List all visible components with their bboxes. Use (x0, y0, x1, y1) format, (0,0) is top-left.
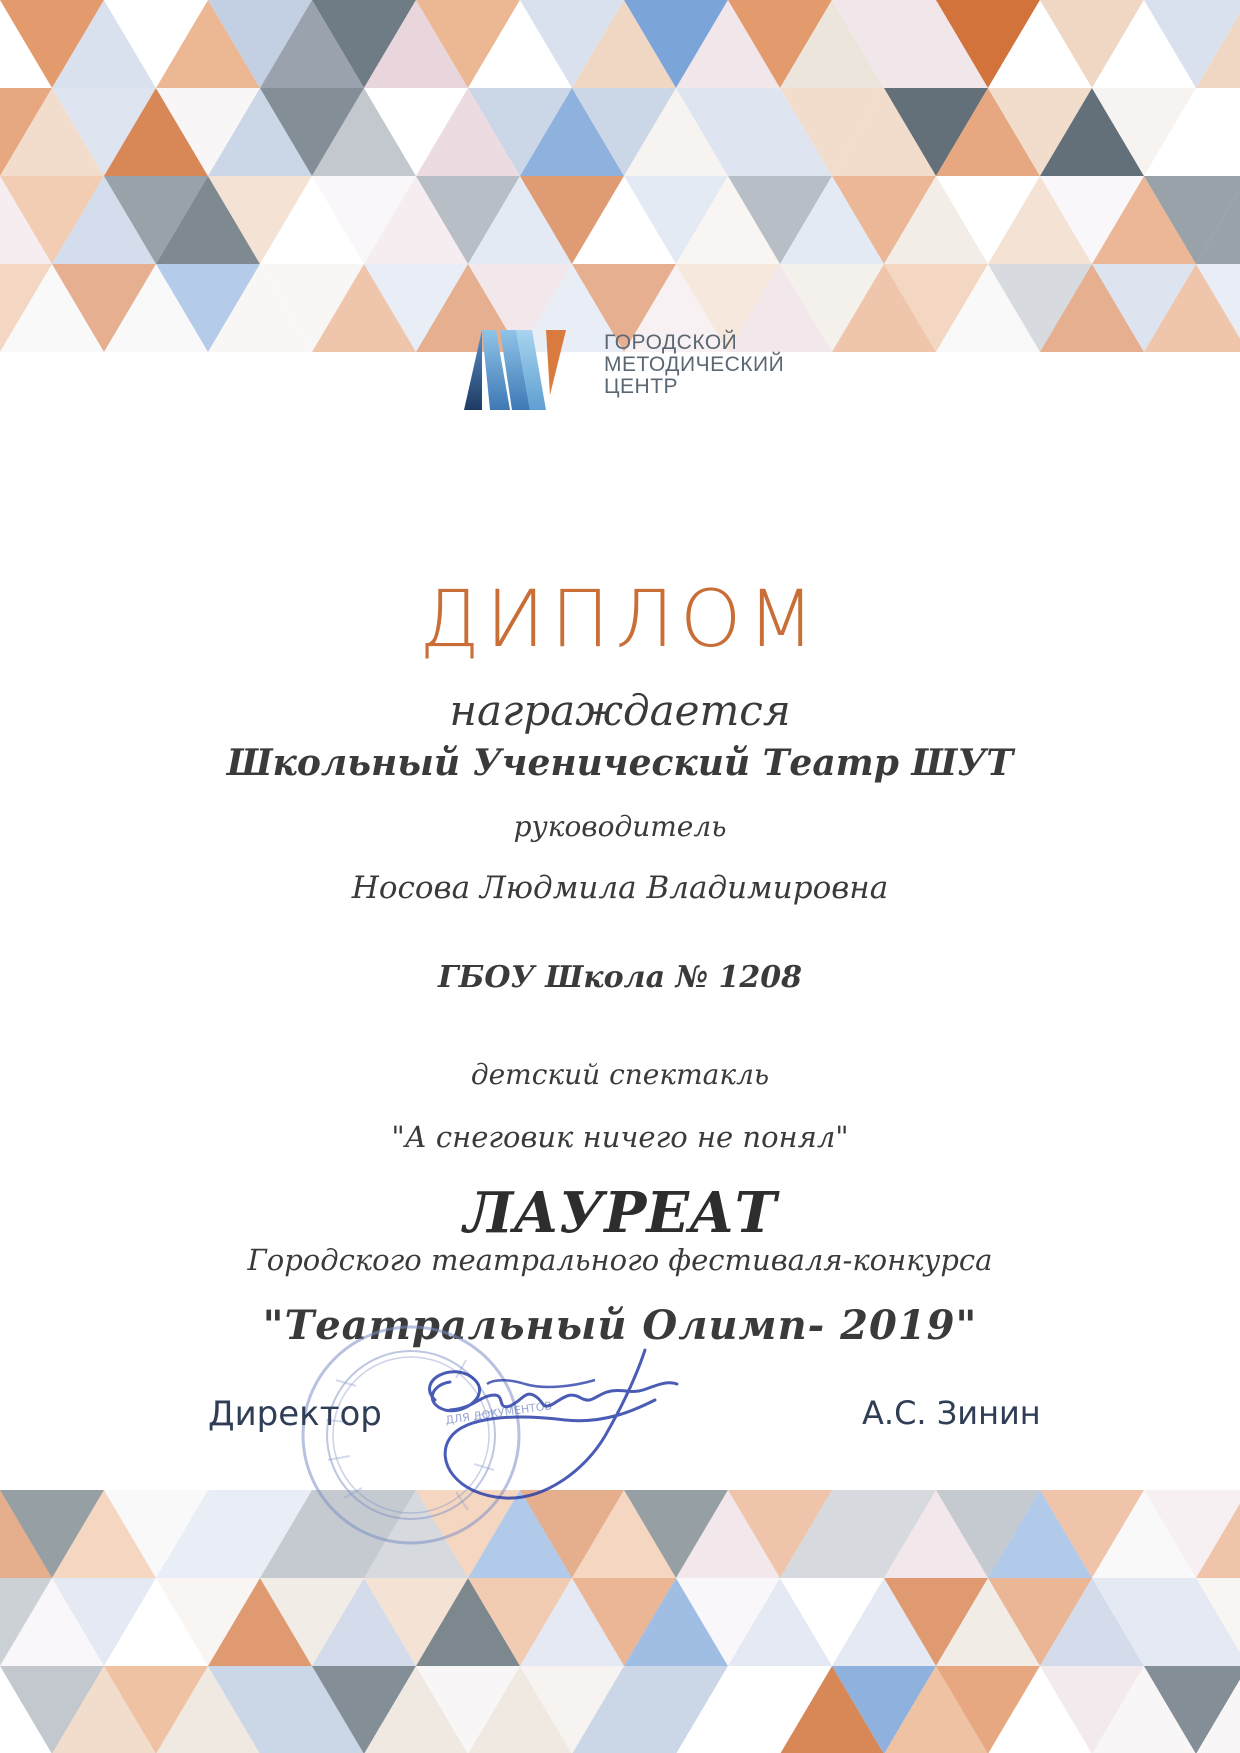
diploma-title: ДИПЛОМ (419, 575, 821, 665)
award-title: ЛАУРЕАТ (463, 1180, 777, 1246)
director-signature (395, 1340, 725, 1520)
role-label: руководитель (513, 810, 727, 843)
organization-name: Школьный Ученический Театр ШУТ (226, 742, 1014, 784)
festival-description: Городского театрального фестиваля-конкурса (247, 1243, 993, 1277)
genre-label: детский спектакль (470, 1058, 770, 1091)
festival-name: "Театральный Олимп- 2019" (262, 1302, 978, 1349)
director-name: А.С. Зинин (862, 1394, 1041, 1432)
logo-text (604, 332, 784, 398)
awarded-text: награждается (449, 686, 791, 735)
person-name: Носова Людмила Владимировна (351, 870, 889, 906)
play-title: "А снеговик ничего не понял" (391, 1120, 849, 1154)
school-name: ГБОУ Школа № 1208 (437, 960, 802, 995)
logo-line-1: ГОРОДСКОЙ (604, 331, 738, 354)
bottom-triangle-pattern (0, 1490, 1240, 1753)
director-label: Директор (208, 1394, 382, 1434)
logo-line-2: МЕТОДИЧЕСКИЙ (604, 353, 785, 376)
logo-line-3: ЦЕНТР (604, 375, 679, 398)
stamp-text: ДЛЯ ДОКУМЕНТОВ (444, 1399, 553, 1427)
